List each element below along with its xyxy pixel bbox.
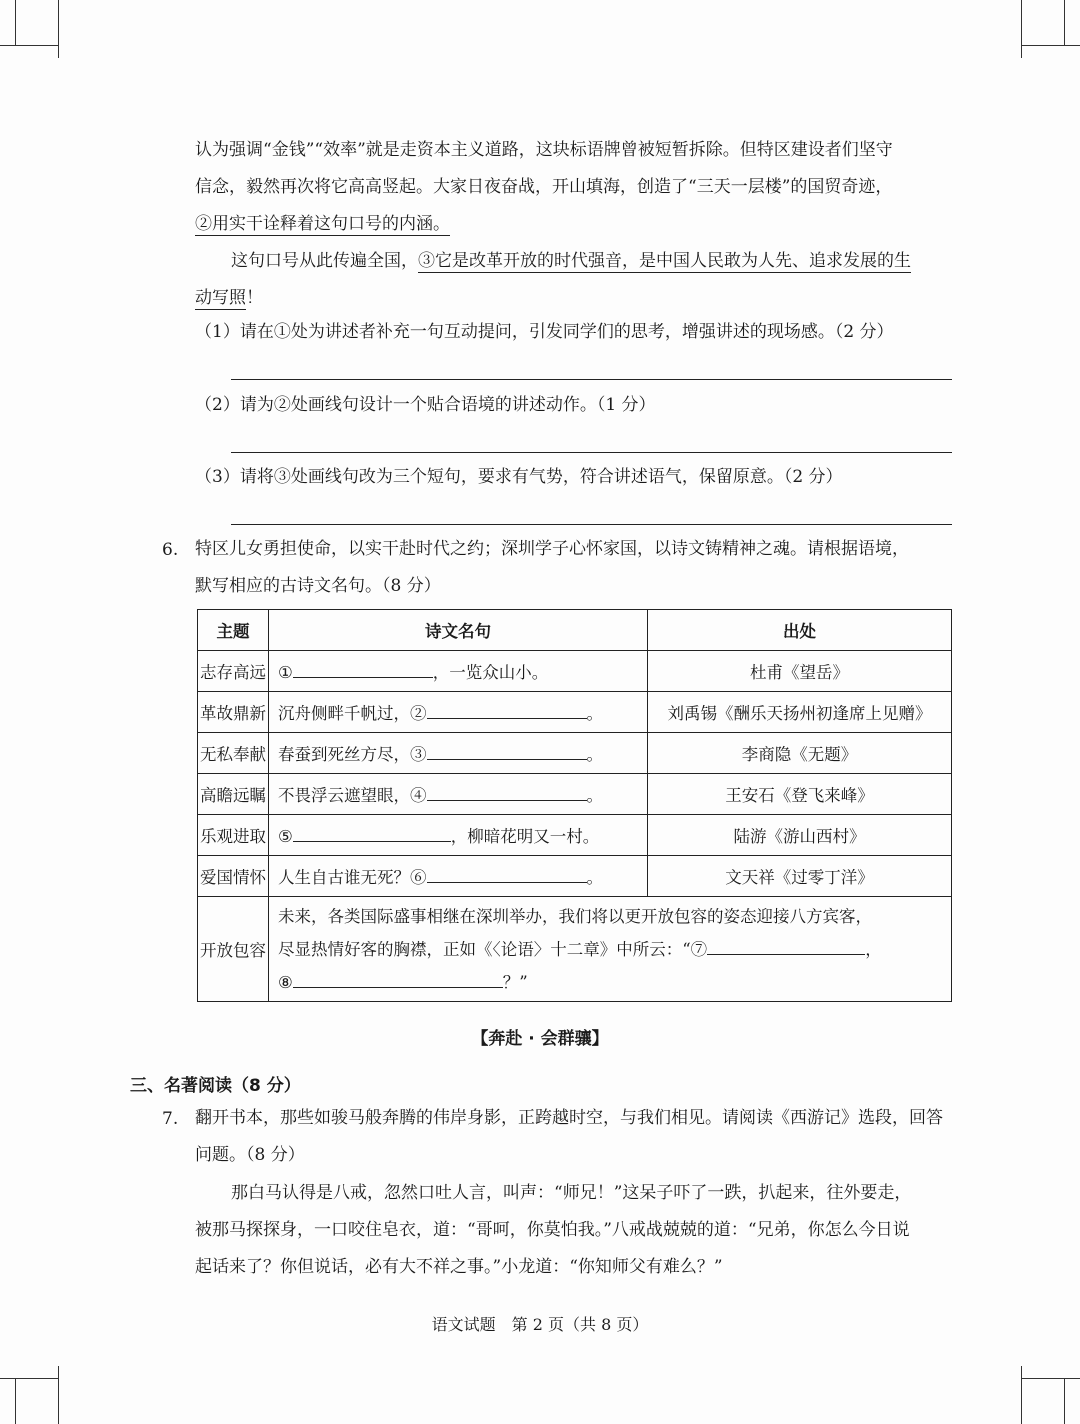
verse-line xyxy=(278,933,942,966)
q7-stem-line: 翻开书本，那些如骏马般奔腾的伟岸身影，正跨越时空，与我们相见。请阅读《西游记》选段，回答 xyxy=(195,1108,943,1128)
passage-text: 这句口号从此传遍全国， xyxy=(231,251,418,271)
row-source: 刘禹锡《酬乐天扬州初逢席上见赠》 xyxy=(648,692,952,733)
fill-blank[interactable] xyxy=(707,935,865,954)
answer-line[interactable] xyxy=(231,524,952,525)
fill-blank[interactable] xyxy=(293,659,433,678)
verse-text: ？” xyxy=(502,972,528,992)
verse-text: ，柳暗花明又一村。 xyxy=(450,827,600,847)
verse-text: 。 xyxy=(586,868,603,888)
verse-text: 沉舟侧畔千帆过，② xyxy=(278,704,427,724)
row-theme: 乐观进取 xyxy=(198,815,269,856)
crop-mark xyxy=(1021,1378,1080,1379)
verse-text: 不畏浮云遮望眼，④ xyxy=(278,786,427,806)
verse-text: 。 xyxy=(586,745,603,765)
verse-line xyxy=(278,966,942,999)
verse-text: ⑧ xyxy=(278,972,293,992)
row-source: 王安石《登飞来峰》 xyxy=(648,774,952,815)
passage-line xyxy=(195,243,955,280)
q6-stem-line: 特区儿女勇担使命，以实干赴时代之约；深圳学子心怀家国，以诗文铸精神之魂。请根据语境， xyxy=(195,539,909,559)
table-header-row xyxy=(198,610,952,651)
excerpt-line: 起话来了？你但说话，必有大不祥之事。”小龙道：“你知师父有难么？” xyxy=(195,1257,723,1277)
crop-mark xyxy=(15,0,16,45)
header-theme: 主题 xyxy=(198,610,269,651)
row-source: 陆游《游山西村》 xyxy=(648,815,952,856)
row-verse xyxy=(269,856,648,897)
row-verse xyxy=(269,774,648,815)
passage-line xyxy=(195,280,955,317)
row-theme: 开放包容 xyxy=(198,897,269,1002)
row-theme: 无私奉献 xyxy=(198,733,269,774)
page-footer: 语文试题 第 2 页（共 8 页） xyxy=(431,1315,649,1334)
fill-blank[interactable] xyxy=(293,968,503,987)
table-row xyxy=(198,651,952,692)
underlined-sentence-2: ②用实干诠释着这句口号的内涵。 xyxy=(195,214,450,234)
q7-stem xyxy=(195,1100,955,1174)
row-verse xyxy=(269,815,648,856)
crop-mark xyxy=(1064,0,1065,45)
verse-text: 人生自古谁无死？⑥ xyxy=(278,868,427,888)
verse-text: 尽显热情好客的胸襟，正如《〈论语〉十二章》中所云：“⑦ xyxy=(278,939,708,959)
verse-text: 。 xyxy=(586,786,603,806)
passage-line: 认为强调“金钱”“效率”就是走资本主义道路，这块标语牌曾被短暂拆除。但特区建设者们坚守 xyxy=(195,140,893,160)
verse-text: ，一览众山小。 xyxy=(432,663,549,683)
excerpt xyxy=(195,1175,955,1286)
verse-text: 。 xyxy=(586,704,603,724)
table-row xyxy=(198,897,952,1002)
verse-line: 未来，各类国际盛事相继在深圳举办，我们将以更开放包容的姿态迎接八方宾客， xyxy=(278,906,872,926)
crop-mark xyxy=(58,0,59,58)
fill-blank[interactable] xyxy=(427,782,587,801)
table-row xyxy=(198,856,952,897)
row-theme: 爱国情怀 xyxy=(198,856,269,897)
q6-stem-line: 默写相应的古诗文名句。（8 分） xyxy=(195,576,441,596)
question-number: 6. xyxy=(162,540,179,560)
crop-mark xyxy=(1021,1366,1022,1424)
part-heading: 三、名著阅读（8 分） xyxy=(130,1076,301,1096)
row-verse xyxy=(269,733,648,774)
crop-mark xyxy=(1021,0,1022,58)
crop-mark xyxy=(58,1366,59,1424)
excerpt-line: 那白马认得是八戒，忽然口吐人言，叫声：“师兄！”这呆子吓了一跌，扒起来，往外要走， xyxy=(231,1183,912,1203)
q5-sub3: （3）请将③处画线句改为三个短句，要求有气势，符合讲述语气，保留原意。（2 分） xyxy=(195,467,843,487)
fill-blank[interactable] xyxy=(293,823,451,842)
table-row xyxy=(198,815,952,856)
passage-text: ！ xyxy=(246,288,263,308)
answer-line[interactable] xyxy=(231,452,952,453)
row-theme: 志存高远 xyxy=(198,651,269,692)
q7-stem-line: 问题。（8 分） xyxy=(195,1145,305,1165)
table-row xyxy=(198,733,952,774)
passage-line xyxy=(195,206,955,243)
crop-mark xyxy=(0,45,58,46)
fill-blank[interactable] xyxy=(427,700,587,719)
question-number: 7. xyxy=(162,1109,179,1129)
section-title: 【奔赴 · 会群骧】 xyxy=(471,1029,609,1049)
row-source: 杜甫《望岳》 xyxy=(648,651,952,692)
fill-blank[interactable] xyxy=(427,741,587,760)
answer-line[interactable] xyxy=(231,379,952,380)
table-row xyxy=(198,774,952,815)
header-source: 出处 xyxy=(648,610,952,651)
row-theme: 高瞻远瞩 xyxy=(198,774,269,815)
underlined-sentence-3-end: 动写照 xyxy=(195,288,246,308)
row-source: 李商隐《无题》 xyxy=(648,733,952,774)
crop-mark xyxy=(1021,45,1080,46)
q5-sub2: （2）请为②处画线句设计一个贴合语境的讲述动作。（1 分） xyxy=(195,395,656,415)
row-source: 文天祥《过零丁洋》 xyxy=(648,856,952,897)
excerpt-line: 被那马探探身，一口咬住皂衣，道：“哥呵，你莫怕我。”八戒战兢兢的道：“兄弟，你怎么今日说 xyxy=(195,1220,910,1240)
crop-mark xyxy=(1064,1378,1065,1424)
header-verse: 诗文名句 xyxy=(269,610,648,651)
passage xyxy=(195,132,955,317)
row-verse xyxy=(269,651,648,692)
verse-text: ， xyxy=(865,939,882,959)
row-verse xyxy=(269,692,648,733)
crop-mark xyxy=(0,1378,58,1379)
row-theme: 革故鼎新 xyxy=(198,692,269,733)
table-row xyxy=(198,692,952,733)
verse-text: 春蚕到死丝方尽，③ xyxy=(278,745,427,765)
verse-text: ⑤ xyxy=(278,827,293,847)
q5-sub1: （1）请在①处为讲述者补充一句互动提问，引发同学们的思考，增强讲述的现场感。（2 分） xyxy=(195,322,894,342)
passage-line: 信念，毅然再次将它高高竖起。大家日夜奋战，开山填海，创造了“三天一层楼”的国贸奇迹， xyxy=(195,177,893,197)
underlined-sentence-3: ③它是改革开放的时代强音，是中国人民敢为人先、追求发展的生 xyxy=(418,251,911,271)
fill-blank[interactable] xyxy=(427,864,587,883)
verse-text: ① xyxy=(278,663,293,683)
crop-mark xyxy=(15,1378,16,1424)
poem-table xyxy=(197,609,952,1002)
row-verse-long xyxy=(269,897,952,1002)
q6-stem xyxy=(195,531,955,605)
